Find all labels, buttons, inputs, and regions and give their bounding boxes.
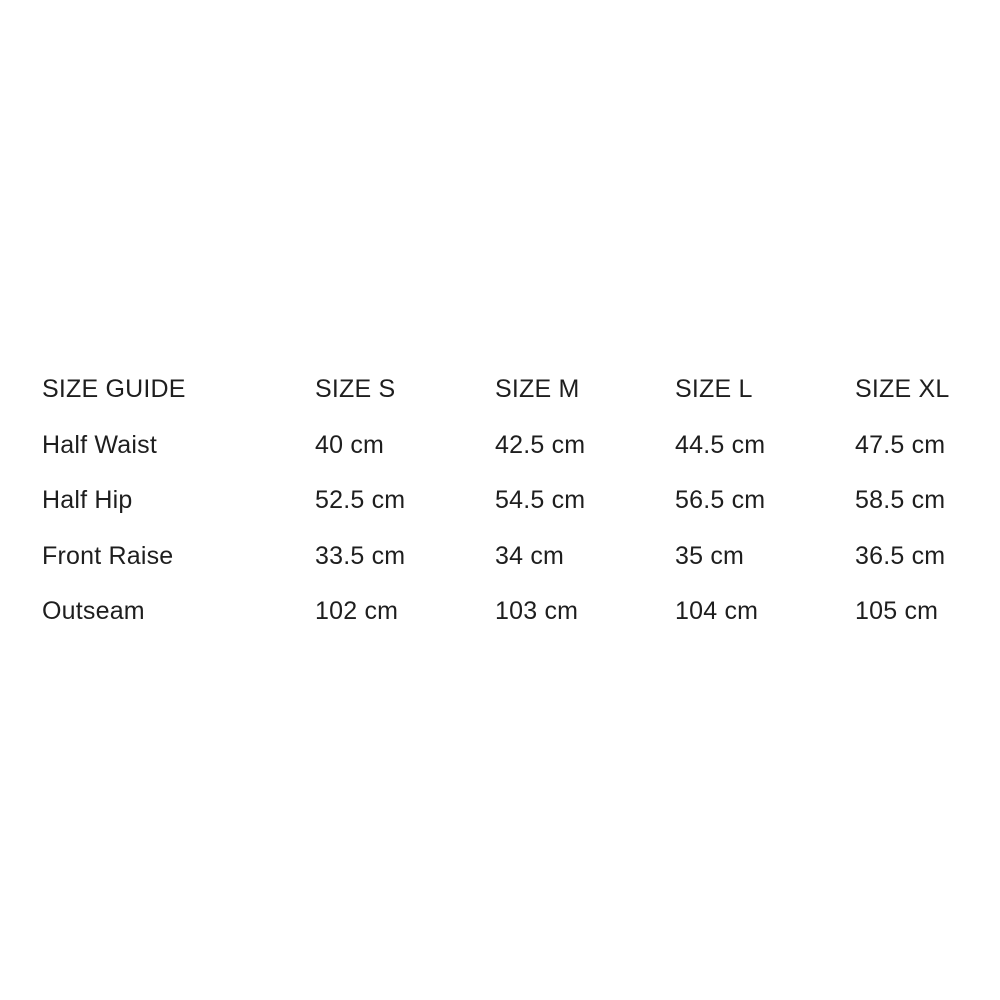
cell-half-waist-l: 44.5 cm xyxy=(675,430,766,459)
cell-front-raise-xl: 36.5 cm xyxy=(855,541,946,570)
row-label-front-raise: Front Raise xyxy=(42,541,174,570)
table-header-size-xl: SIZE XL xyxy=(855,375,950,404)
table-header-size-m: SIZE M xyxy=(495,375,580,404)
cell-half-hip-s: 52.5 cm xyxy=(315,486,406,515)
cell-outseam-s: 102 cm xyxy=(315,597,399,626)
cell-half-hip-m: 54.5 cm xyxy=(495,486,586,515)
row-label-half-waist: Half Waist xyxy=(42,430,157,459)
size-guide-table xyxy=(42,362,1000,640)
cell-front-raise-m: 34 cm xyxy=(495,541,565,570)
table-header-size-guide: SIZE GUIDE xyxy=(42,375,186,404)
cell-outseam-xl: 105 cm xyxy=(855,597,939,626)
cell-front-raise-l: 35 cm xyxy=(675,541,745,570)
row-label-outseam: Outseam xyxy=(42,597,145,626)
table-header-size-s: SIZE S xyxy=(315,375,396,404)
cell-outseam-m: 103 cm xyxy=(495,597,579,626)
cell-outseam-l: 104 cm xyxy=(675,597,759,626)
cell-front-raise-s: 33.5 cm xyxy=(315,541,406,570)
cell-half-waist-s: 40 cm xyxy=(315,430,385,459)
table-header-size-l: SIZE L xyxy=(675,375,753,404)
cell-half-waist-xl: 47.5 cm xyxy=(855,430,946,459)
cell-half-hip-l: 56.5 cm xyxy=(675,486,766,515)
row-label-half-hip: Half Hip xyxy=(42,486,133,515)
cell-half-waist-m: 42.5 cm xyxy=(495,430,586,459)
cell-half-hip-xl: 58.5 cm xyxy=(855,486,946,515)
